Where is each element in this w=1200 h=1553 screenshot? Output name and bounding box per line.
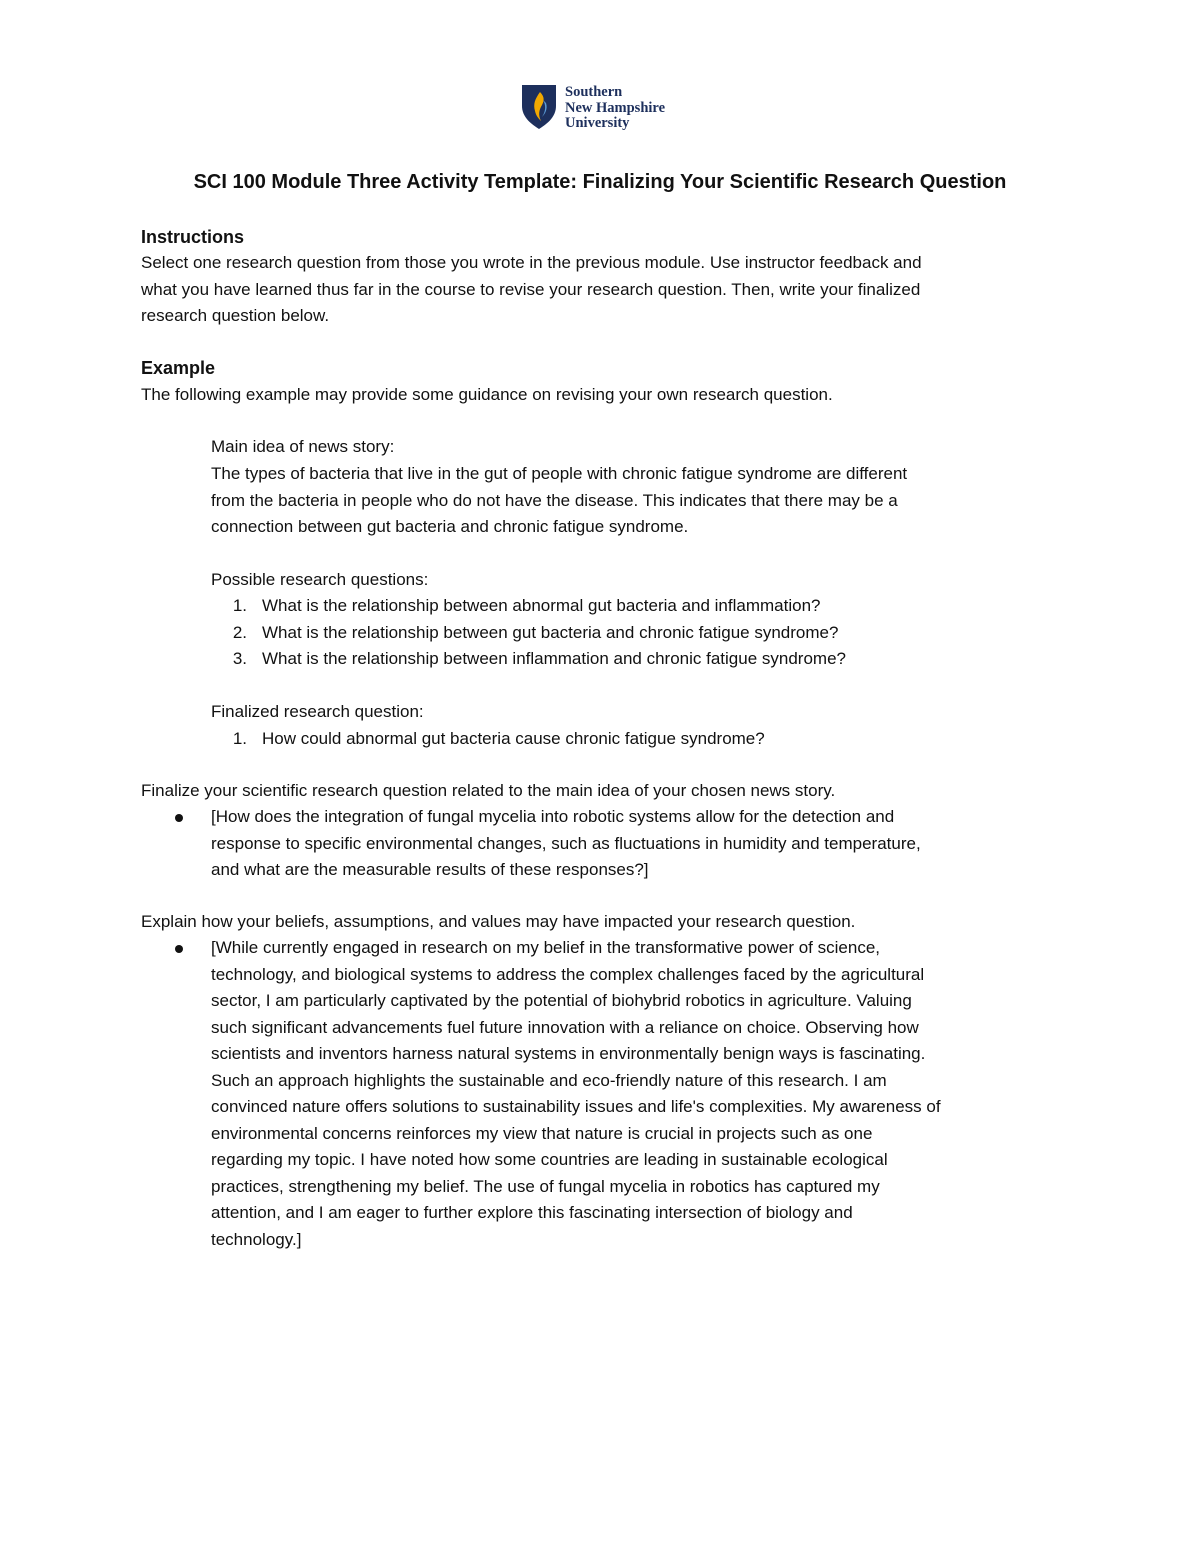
main-idea-label: Main idea of news story:	[211, 437, 395, 456]
text-line: what you have learned thus far in the course to revise your research question. Then, write your finalized	[141, 279, 921, 299]
text-line: Such an approach highlights the sustainable and eco-friendly nature of this research. I am	[211, 1070, 887, 1090]
possible-questions-label: Possible research questions:	[211, 570, 429, 589]
text-line: sector, I am particularly captivated by the potential of biohybrid robotics in agriculture. Valuing	[211, 991, 912, 1010]
list-number: 2.	[232, 623, 247, 642]
logo-line: Southern	[565, 84, 623, 100]
list-text: How could abnormal gut bacteria cause chronic fatigue syndrome?	[262, 729, 765, 748]
list-number: 1.	[232, 729, 247, 748]
text-line: [How does the integration of fungal mycelia into robotic systems allow for the detection and	[211, 807, 895, 826]
list-text: What is the relationship between inflammation and chronic fatigue syndrome?	[262, 649, 846, 668]
text-line: regarding my topic. I have noted how some countries are leading in sustainable ecological	[211, 1150, 888, 1169]
text-line: convinced nature offers solutions to sustainability issues and life's complexities. My awareness of	[211, 1097, 941, 1116]
list-text: What is the relationship between abnormal gut bacteria and inflammation?	[262, 596, 821, 615]
finalize-prompt: Finalize your scientific research question related to the main idea of your chosen news story.	[141, 781, 836, 800]
text-line: such significant advancements fuel future innovation with a reliance on choice. Observing how	[211, 1017, 919, 1037]
list-number: 1.	[232, 596, 247, 615]
list-text: What is the relationship between gut bacteria and chronic fatigue syndrome?	[262, 623, 839, 642]
text-line: attention, and I am eager to further explore this fascinating intersection of biology and	[211, 1203, 853, 1222]
finalize-answer	[211, 804, 921, 884]
shield-flame-icon	[521, 84, 557, 130]
main-idea-text	[211, 461, 907, 541]
text-line: technology, and biological systems to address the complex challenges faced by the agricultural	[211, 964, 925, 984]
text-line: environmental concerns reinforces my view that nature is crucial in projects such as one	[211, 1123, 873, 1143]
finalized-question-label: Finalized research question:	[211, 702, 424, 721]
example-heading: Example	[141, 358, 216, 378]
text-line: technology.]	[211, 1229, 302, 1249]
bullet-icon	[175, 945, 183, 953]
document-title: SCI 100 Module Three Activity Template: Finalizing Your Scientific Research Question	[193, 171, 1007, 193]
text-line: research question below.	[141, 306, 330, 325]
example-intro: The following example may provide some guidance on revising your own research question.	[141, 385, 833, 404]
text-line: The types of bacteria that live in the gut of people with chronic fatigue syndrome are different	[211, 464, 908, 483]
text-line: from the bacteria in people who do not have the disease. This indicates that there may be a	[211, 490, 898, 510]
instructions-text	[141, 250, 922, 330]
list-number: 3.	[232, 649, 247, 668]
text-line: Select one research question from those you wrote in the previous module. Use instructor feedback and	[141, 253, 922, 272]
text-line: scientists and inventors harness natural systems in environmentally benign ways is fascinating.	[211, 1044, 926, 1063]
text-line: practices, strengthening my belief. The use of fungal mycelia in robotics has captured my	[211, 1176, 880, 1196]
university-logo	[521, 84, 665, 132]
explain-prompt: Explain how your beliefs, assumptions, and values may have impacted your research question.	[141, 912, 856, 931]
instructions-heading: Instructions	[141, 227, 245, 247]
logo-wordmark	[565, 85, 665, 132]
logo-line: New Hampshire	[565, 99, 666, 116]
text-line: response to specific environmental changes, such as fluctuations in humidity and temperature,	[211, 833, 921, 853]
text-line: and what are the measurable results of these responses?]	[211, 860, 649, 879]
text-line: connection between gut bacteria and chronic fatigue syndrome.	[211, 517, 689, 536]
explain-answer	[211, 935, 941, 1253]
bullet-icon	[175, 814, 183, 822]
logo-line: University	[565, 115, 630, 131]
text-line: [While currently engaged in research on my belief in the transformative power of science,	[211, 938, 880, 957]
